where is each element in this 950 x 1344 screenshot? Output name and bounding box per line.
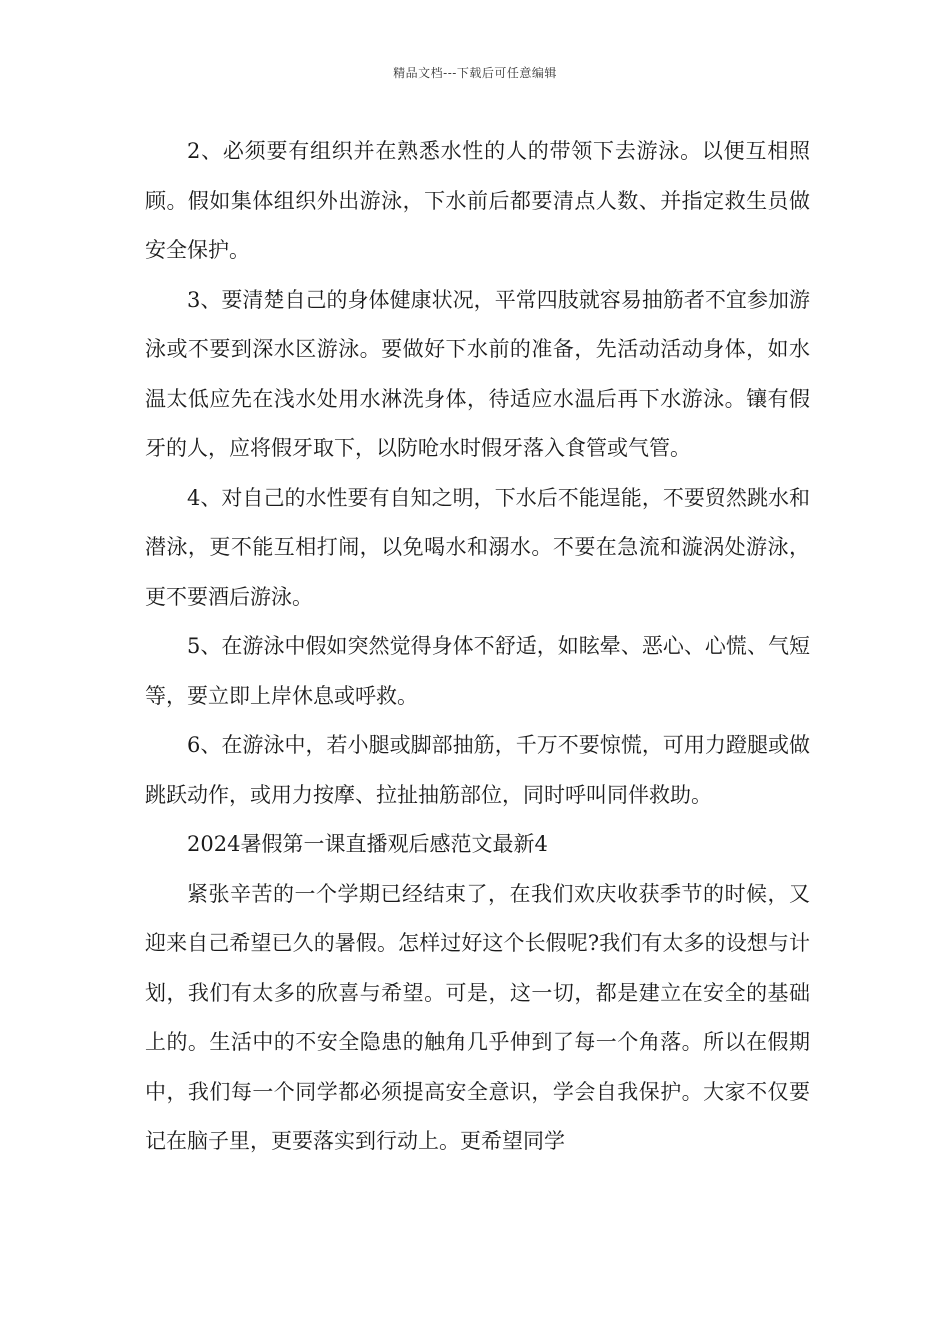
- paragraph-item-5: 5、在游泳中假如突然觉得身体不舒适，如眩晕、恶心、心慌、气短等，要立即上岸休息或呼救。: [145, 634, 810, 708]
- page-header: 精品文档---下载后可任意编辑: [393, 66, 557, 80]
- paragraph-item-4: 4、对自己的水性要有自知之明，下水后不能逞能，不要贸然跳水和潜泳，更不能互相打闹，以免喝水和溺水。不要在急流和漩涡处游泳，更不要酒后游泳。: [145, 485, 810, 609]
- essay-paragraph: 紧张辛苦的一个学期已经结束了，在我们欢庆收获季节的时候，又迎来自己希望已久的暑假。怎样过好这个长假呢?我们有太多的设想与计划，我们有太多的欣喜与希望。可是，这一切，都是建立在安全的基础上的。生活中的不安全隐患的触角几乎伸到了每一个角落。所以在假期中，我们每一个同学都必须提高安全意识，学会自我保护。大家不仅要记在脑子里，更要落实到行动上。更希望同学: [145, 881, 810, 1153]
- paragraph-item-3: 3、要清楚自己的身体健康状况，平常四肢就容易抽筋者不宜参加游泳或不要到深水区游泳。要做好下水前的准备，先活动活动身体，如水温太低应先在浅水处用水淋洗身体，待适应水温后再下水游泳。镶有假牙的人，应将假牙取下，以防呛水时假牙落入食管或气管。: [145, 287, 810, 460]
- document-body: [145, 127, 810, 1167]
- paragraph-item-6: 6、在游泳中，若小腿或脚部抽筋，千万不要惊慌，可用力蹬腿或做跳跃动作，或用力按摩、拉扯抽筋部位，同时呼叫同伴救助。: [145, 733, 810, 807]
- paragraph-item-2: 2、必须要有组织并在熟悉水性的人的带领下去游泳。以便互相照顾。假如集体组织外出游泳，下水前后都要清点人数、并指定救生员做安全保护。: [145, 139, 810, 262]
- section-heading: 2024暑假第一课直播观后感范文最新4: [187, 832, 548, 856]
